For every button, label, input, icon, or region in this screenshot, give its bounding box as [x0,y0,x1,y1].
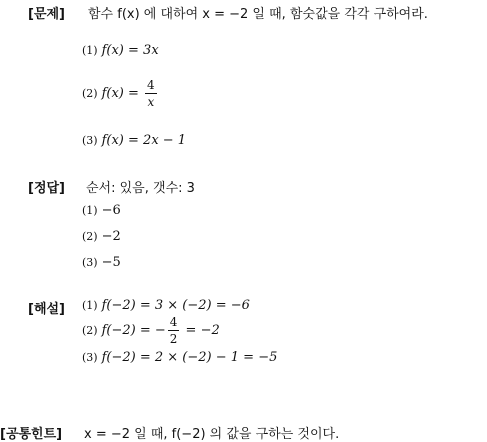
answer-text: 순서: 있음, 갯수: 3 [86,181,195,196]
fraction-denominator: 2 [169,332,178,346]
problem-item-3 [82,133,186,148]
item-number: (3) [82,351,98,364]
fraction [145,79,157,108]
item-number: (1) [82,44,98,57]
function-lhs: f(x) = [101,86,144,101]
fraction-numerator: 4 [169,315,178,329]
fraction [168,316,180,345]
answer-item-2 [82,229,121,244]
function-rhs: 2x − 1 [143,133,187,148]
fraction-denominator: x [147,95,155,109]
problem-item-2 [82,79,159,108]
problem-label: [문제] [28,7,65,22]
problem-text: 함수 f(x) 에 대하여 x = −2 일 때, 함숫값을 각각 구하여라. [88,7,428,22]
answer-label: [정답] [28,181,65,196]
solution-lhs: f(−2) = − [101,323,166,338]
solution-equation: f(−2) = 2 × (−2) − 1 = −5 [101,350,278,365]
hint-label: [공통힌트] [0,427,63,442]
item-number: (1) [82,299,98,312]
item-number: (3) [82,134,98,147]
answer-value: −2 [101,229,121,244]
function-lhs: f(x) = [101,133,144,148]
solution-rhs: = −2 [181,323,220,338]
item-number: (2) [82,87,98,100]
answer-item-1 [82,203,121,218]
solution-label: [해설] [28,302,65,317]
problem-item-1 [82,43,159,58]
answer-item-3 [82,255,121,270]
item-number: (2) [82,324,98,337]
solution-equation: f(−2) = 3 × (−2) = −6 [101,298,250,313]
answer-value: −6 [101,203,121,218]
fraction-numerator: 4 [147,78,155,92]
item-number: (1) [82,204,98,217]
solution-item-3 [82,350,277,365]
function-lhs: f(x) = [101,43,144,58]
hint-text: x = −2 일 때, f(−2) 의 값을 구하는 것이다. [84,427,340,442]
solution-item-2 [82,316,220,345]
function-rhs: 3x [143,43,159,58]
answer-value: −5 [101,255,121,270]
item-number: (2) [82,230,98,243]
item-number: (3) [82,256,98,269]
solution-item-1 [82,298,250,313]
